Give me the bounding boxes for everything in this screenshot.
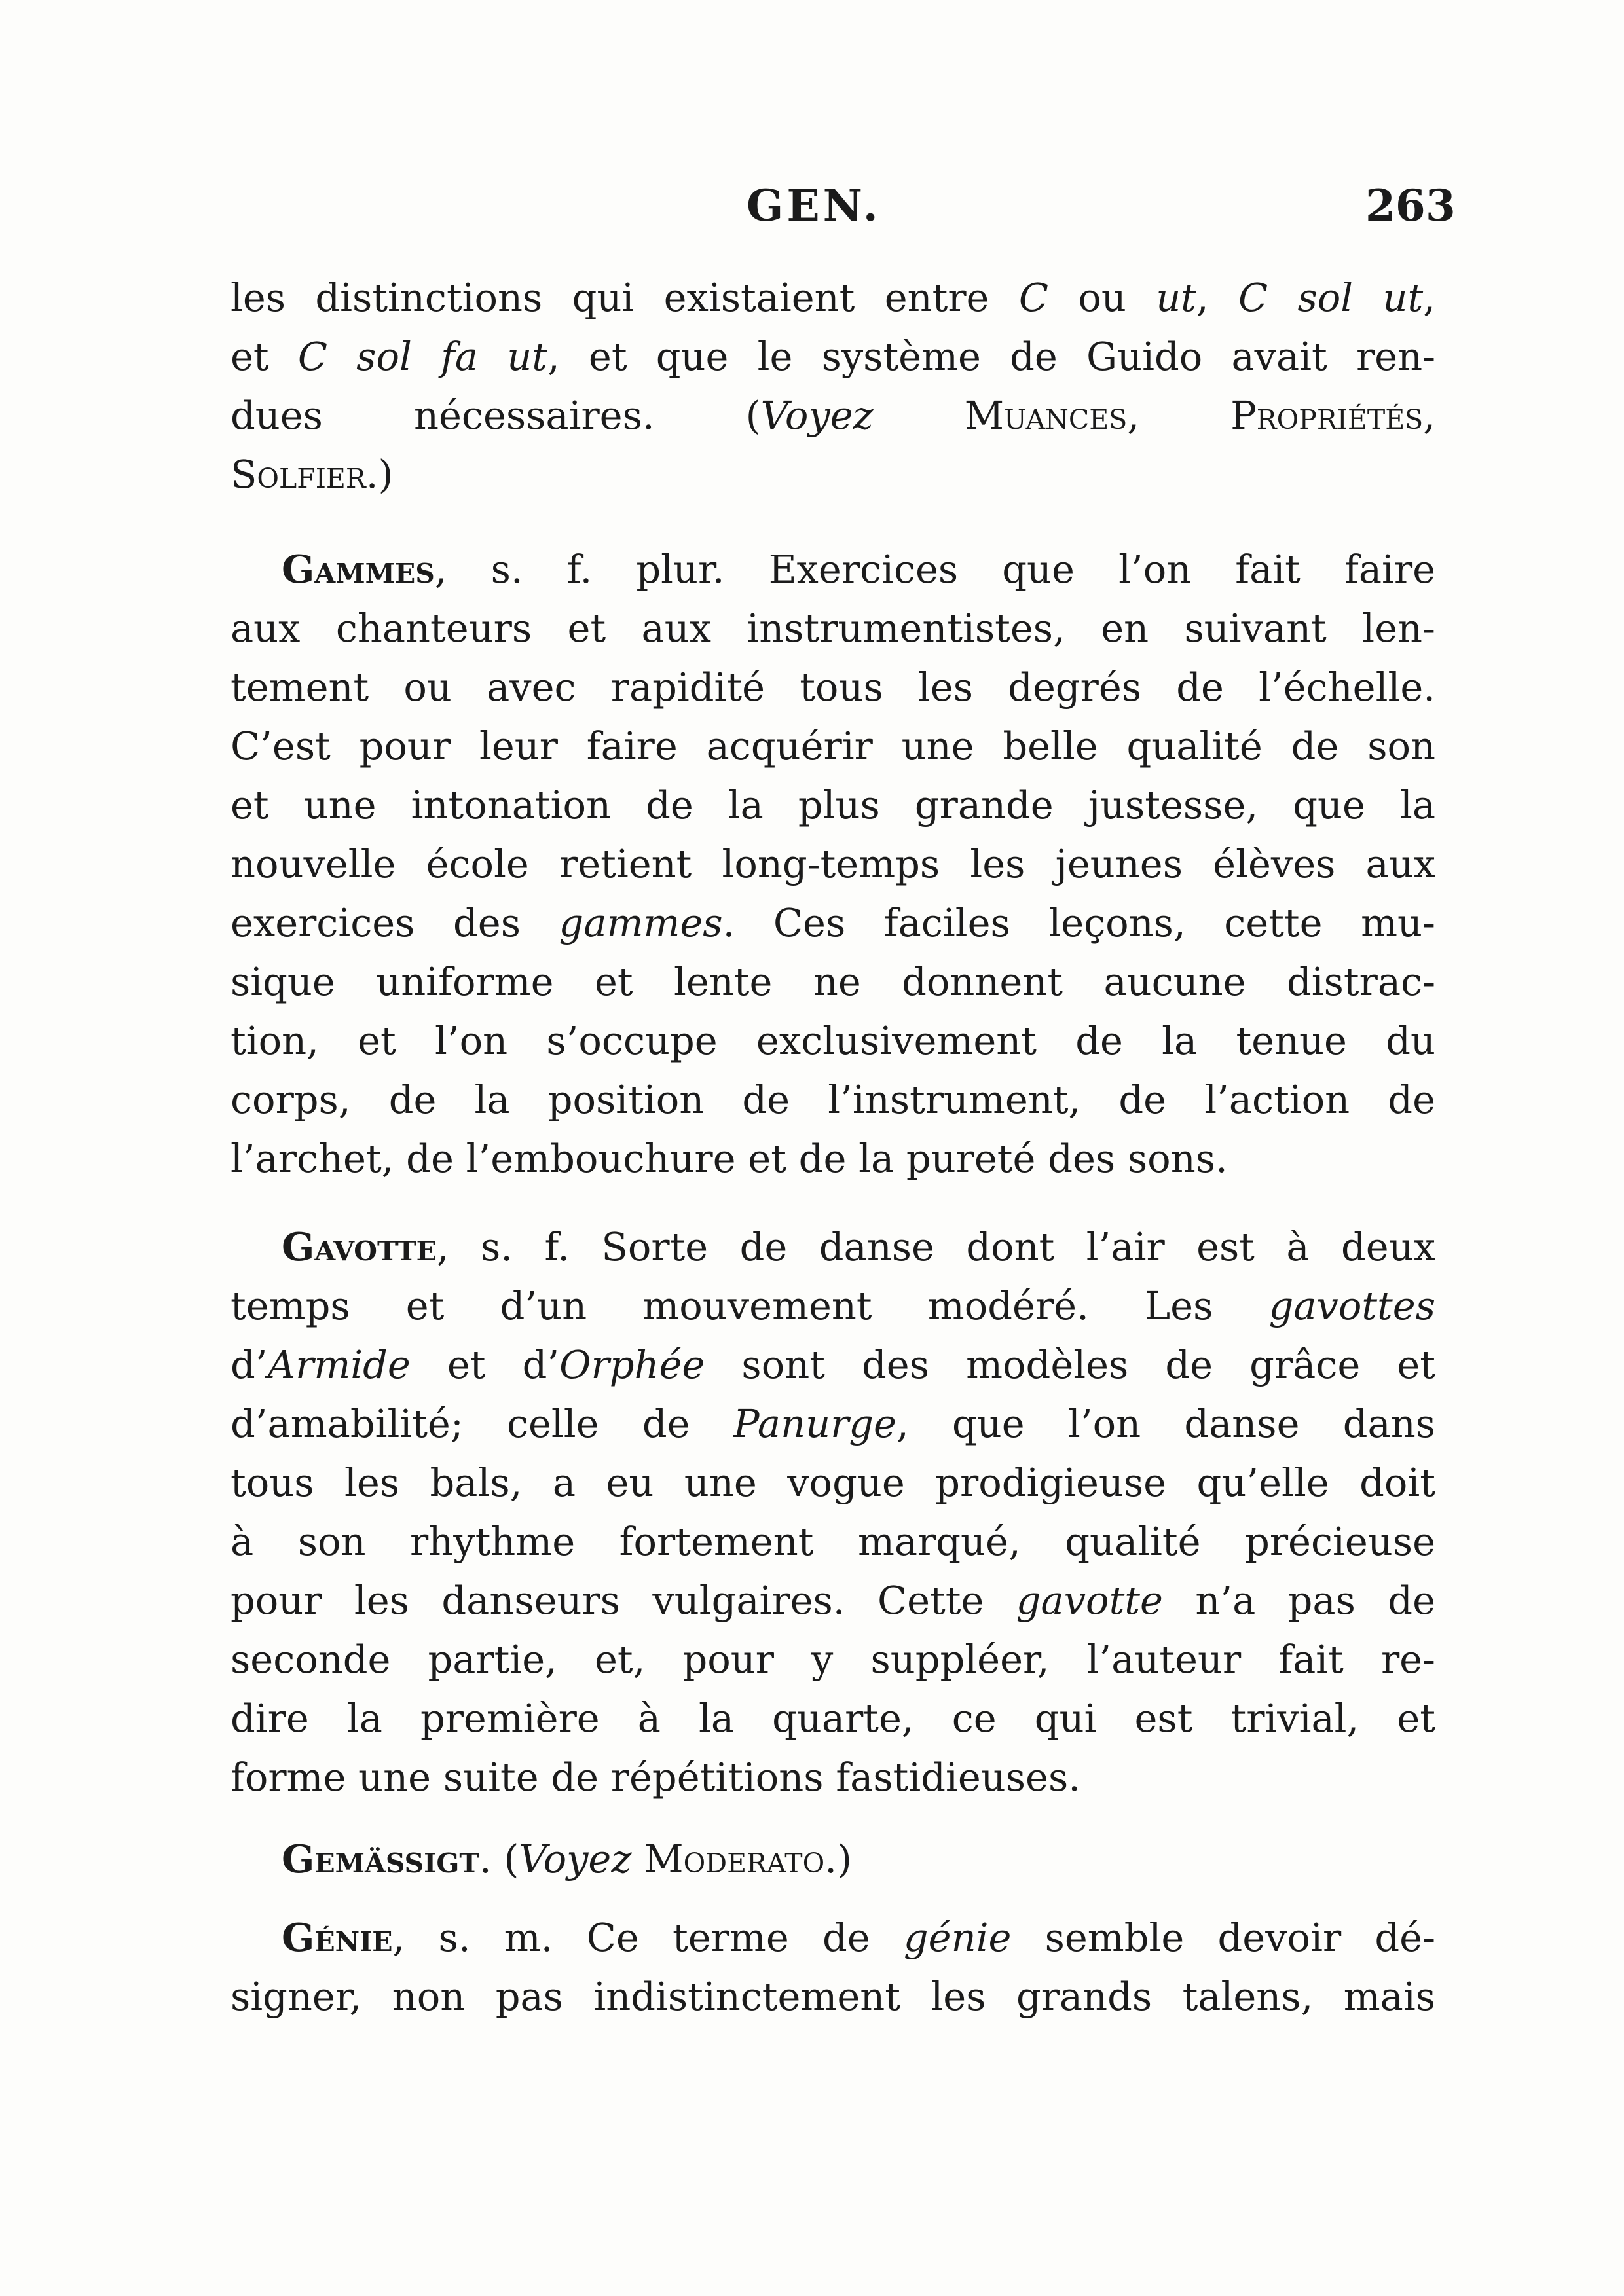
term: gammes [559,900,723,945]
text-line: d’amabilité; celle de Panurge, que l’on danse dans [231,1401,1435,1446]
text-line: forme une suite de répétitions fastidieuses. [231,1755,1080,1800]
text-line: tion, et l’on s’occupe exclusivement de la tenue du [231,1018,1435,1063]
text-line: tement ou avec rapidité tous les degrés de l’échelle. [231,665,1435,710]
text-line: exercices des gammes. Ces faciles leçons, cette mu- [231,900,1435,945]
text-line: aux chanteurs et aux instrumentistes, en suivant len- [231,606,1435,651]
term: C sol ut [1238,275,1424,320]
term: ut [1156,275,1196,320]
text-line: sique uniforme et lente ne donnent aucune distrac- [231,959,1435,1004]
entry-genie-line: Génie, s. m. Ce terme de génie semble devoir dé- [282,1915,1436,1960]
entry-gemassigt-line: Gemässigt. (Voyez Moderato.) [282,1836,853,1882]
text-line: nouvelle école retient long-temps les jeunes élèves aux [231,841,1435,886]
text-line: et une intonation de la plus grande justesse, que la [231,782,1435,828]
page-number: 263 [1365,180,1456,231]
term: C [1018,275,1048,320]
text-line: et C sol fa ut, et que le système de Guido avait ren- [231,334,1436,379]
text-line: temps et d’un mouvement modéré. Les gavottes [231,1283,1435,1328]
text-line: tous les bals, a eu une vogue prodigieuse qu’elle doit [231,1460,1435,1505]
cross-ref: Moderato [644,1836,825,1882]
text-line: C’est pour leur faire acquérir une belle qualité de son [231,723,1435,769]
text-line: corps, de la position de l’instrument, de l’action de [231,1077,1435,1122]
running-head [0,180,1624,252]
term: génie [903,1915,1012,1960]
cross-ref: Solfier [231,452,366,497]
headword: Gammes [282,547,435,592]
text-line: les distinctions qui existaient entre C ou ut, C sol ut, [231,275,1435,320]
term: C sol fa ut [297,334,547,379]
cross-ref: Muances [964,393,1128,438]
text-line: signer, non pas indistinctement les grands talens, mais [231,1974,1435,2019]
text-line: pour les danseurs vulgaires. Cette gavotte n’a pas de [231,1578,1435,1623]
term: gavotte [1016,1578,1163,1623]
cross-ref: Voyez [519,1836,632,1882]
text-line: dire la première à la quarte, ce qui est trivial, et [231,1696,1435,1741]
entry-gammes-line: Gammes, s. f. plur. Exercices que l’on fait faire [282,547,1435,592]
title: Armide [267,1342,411,1387]
title: Orphée [559,1342,705,1387]
entry-gavotte-line: Gavotte, s. f. Sorte de danse dont l’air est à deux [282,1224,1435,1269]
title: Panurge [733,1401,896,1446]
term: gavottes [1268,1283,1435,1328]
text-line: l’archet, de l’embouchure et de la pureté des sons. [231,1136,1228,1181]
cross-ref: Voyez [760,393,874,438]
text-line: seconde partie, et, pour y suppléer, l’auteur fait re- [231,1637,1435,1682]
headword: Gemässigt [282,1836,479,1882]
headword: Génie [282,1915,393,1960]
text-line: d’Armide et d’Orphée sont des modèles de grâce et [231,1342,1435,1387]
headword: Gavotte [282,1224,437,1269]
cross-ref: Propriétés [1230,393,1424,438]
running-head-title: GEN. [747,180,881,231]
text-line: Solfier.) [231,452,394,497]
text-line: dues nécessaires. (Voyez Muances, Propriétés, [231,393,1435,438]
text-line: à son rhythme fortement marqué, qualité précieuse [231,1519,1435,1564]
